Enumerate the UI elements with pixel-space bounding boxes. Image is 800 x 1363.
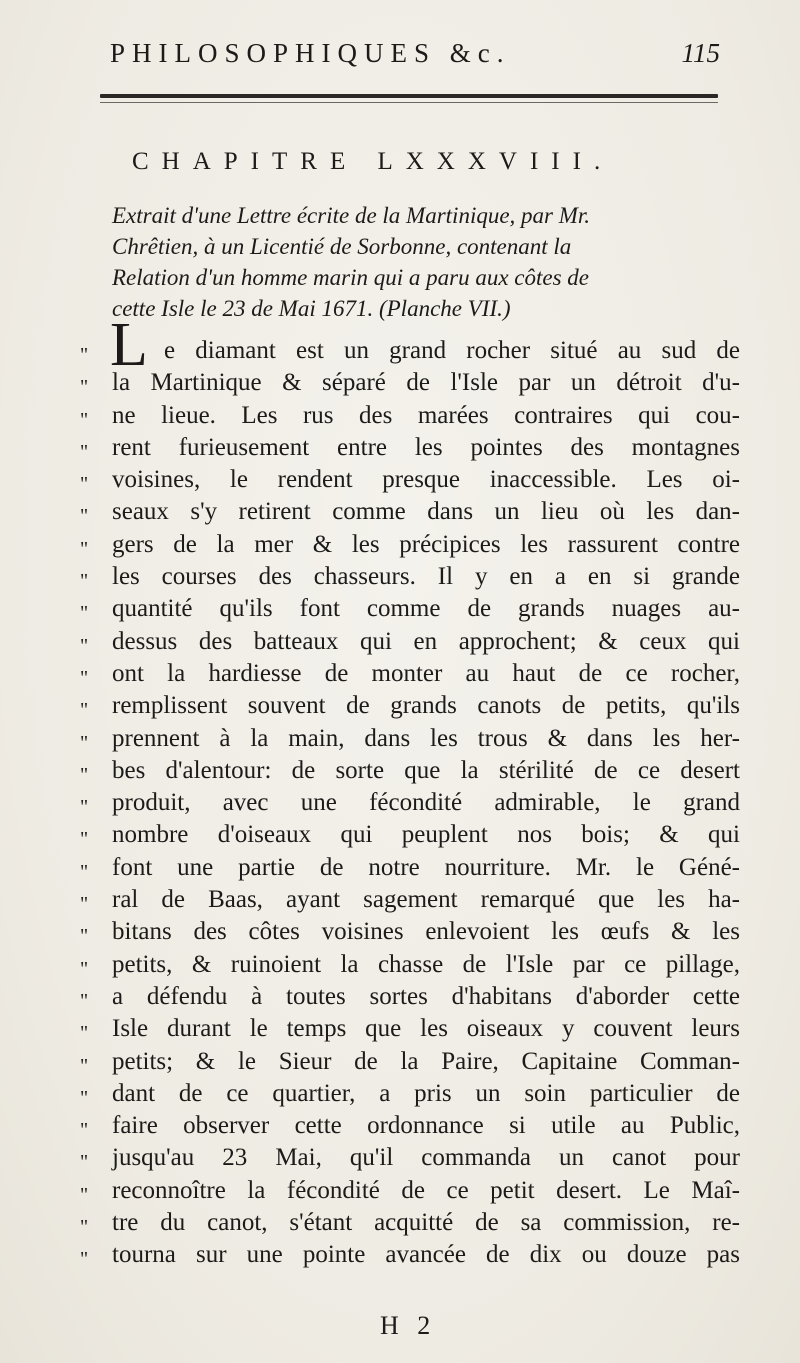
text-line (80, 852, 740, 884)
line-text: font une partie de notre nourriture. Mr. le Géné- (112, 853, 740, 881)
line-text: quantité qu'ils font comme de grands nuages au- (112, 595, 740, 623)
line-text: seaux s'y retirent comme dans un lieu où les dan- (112, 498, 740, 526)
line-text: bes d'alentour: de sorte que la stérilité de ce desert (112, 756, 740, 784)
summary-line: Chrêtien, à un Licentié de Sorbonne, contenant la (112, 234, 572, 259)
text-line (80, 335, 740, 367)
text-line (80, 464, 740, 496)
quote-mark: " (80, 699, 89, 722)
text-line (80, 496, 740, 528)
line-text: tourna sur une pointe avancée de dix ou douze pas (112, 1241, 740, 1269)
text-line (80, 1013, 740, 1045)
quote-mark: " (80, 634, 89, 657)
header-rule (100, 94, 718, 98)
summary-line: cette Isle le 23 de Mai 1671. (Planche VII.) (112, 296, 511, 321)
text-line (80, 949, 740, 981)
text-line (80, 755, 740, 787)
quote-mark: " (80, 1119, 89, 1142)
text-line (80, 723, 740, 755)
quote-mark: " (80, 731, 89, 754)
line-text: prennent à la main, dans les trous & dans les her- (112, 724, 740, 752)
running-title: PHILOSOPHIQUES &c. (110, 38, 511, 68)
text-line (80, 1142, 740, 1174)
quote-mark: " (80, 1216, 89, 1239)
line-text: a défendu à toutes sortes d'habitans d'aborder cette (112, 982, 740, 1010)
text-line (80, 884, 740, 916)
text-line (80, 1078, 740, 1110)
line-text: gers de la mer & les précipices les rassurent contre (112, 530, 740, 558)
quote-mark: " (80, 505, 89, 528)
quote-mark: " (80, 763, 89, 786)
text-line (80, 367, 740, 399)
quote-mark: " (80, 376, 89, 399)
quote-mark: " (80, 989, 89, 1012)
line-text: tre du canot, s'étant acquitté de sa commission, re- (112, 1209, 740, 1237)
summary-line: Extrait d'une Lettre écrite de la Martinique, par Mr. (112, 203, 591, 228)
line-text: produit, avec une fécondité admirable, le grand (112, 789, 740, 817)
quote-mark: " (80, 537, 89, 560)
text-line (80, 561, 740, 593)
quote-mark: " (80, 1022, 89, 1045)
quote-mark: " (80, 925, 89, 948)
quote-mark: " (80, 828, 89, 851)
chapter-summary (112, 200, 732, 324)
quote-mark: " (80, 1248, 89, 1271)
line-text: dessus des batteaux qui en approchent; & ceux qui (112, 627, 740, 655)
text-line (80, 593, 740, 625)
quote-mark: " (80, 473, 89, 496)
text-line (80, 981, 740, 1013)
quote-mark: " (80, 440, 89, 463)
line-text: remplissent souvent de grands canots de petits, qu'ils (112, 692, 740, 720)
quote-mark: " (80, 344, 89, 366)
line-text: jusqu'au 23 Mai, qu'il commanda un canot pour (112, 1144, 740, 1172)
page-number: 115 (681, 38, 720, 68)
text-line (80, 626, 740, 658)
text-line (80, 1110, 740, 1142)
text-line (80, 1239, 740, 1271)
quote-mark: " (80, 1054, 89, 1077)
text-line (80, 787, 740, 819)
text-line (80, 916, 740, 948)
quote-mark: " (80, 957, 89, 980)
quote-mark: " (80, 408, 89, 431)
quote-mark: " (80, 860, 89, 883)
line-text: dant de ce quartier, a pris un soin particulier de (112, 1079, 740, 1107)
body-text (80, 335, 740, 1272)
text-line (80, 400, 740, 432)
line-text: faire observer cette ordonnance si utile au Public, (112, 1112, 740, 1140)
text-line (80, 690, 740, 722)
line-text: nombre d'oiseaux qui peuplent nos bois; & qui (112, 821, 740, 849)
summary-line: Relation d'un homme marin qui a paru aux côtes de (112, 265, 589, 290)
quote-mark: " (80, 666, 89, 689)
drop-capital: L (110, 311, 148, 379)
line-text: voisines, le rendent presque inaccessible. Les oi- (112, 466, 740, 494)
text-line (80, 1207, 740, 1239)
line-text: e diamant est un grand rocher situé au sud de (164, 337, 740, 364)
chapter-heading: CHAPITRE LXXXVIII. (132, 148, 614, 175)
quote-mark: " (80, 796, 89, 819)
text-line (80, 432, 740, 464)
text-line (80, 1175, 740, 1207)
text-line (80, 658, 740, 690)
line-text: bitans des côtes voisines enlevoient les œufs & les (112, 918, 740, 946)
line-text: reconnoître la fécondité de ce petit desert. Le Maî- (112, 1176, 740, 1204)
line-text: la Martinique & séparé de l'Isle par un détroit d'u- (112, 369, 740, 397)
header-rule-thin (100, 102, 718, 103)
signature-mark: H 2 (380, 1311, 437, 1340)
text-line (80, 819, 740, 851)
line-text: ral de Baas, ayant sagement remarqué que les ha- (112, 886, 740, 914)
quote-mark: " (80, 1086, 89, 1109)
quote-mark: " (80, 893, 89, 916)
quote-mark: " (80, 1183, 89, 1206)
line-text: ne lieue. Les rus des marées contraires qui cou- (112, 401, 740, 429)
text-line (80, 529, 740, 561)
line-text: petits, & ruinoient la chasse de l'Isle par ce pillage, (112, 950, 740, 978)
line-text: petits; & le Sieur de la Paire, Capitaine Comman- (112, 1047, 740, 1075)
quote-mark: " (80, 602, 89, 625)
line-text: les courses des chasseurs. Il y en a en si grande (112, 563, 740, 591)
line-text: ont la hardiesse de monter au haut de ce rocher, (112, 659, 740, 687)
line-text: Isle durant le temps que les oiseaux y couvent leurs (112, 1015, 740, 1043)
quote-mark: " (80, 1151, 89, 1174)
quote-mark: " (80, 570, 89, 593)
text-line (80, 1046, 740, 1078)
line-text: rent furieusement entre les pointes des montagnes (112, 433, 740, 461)
